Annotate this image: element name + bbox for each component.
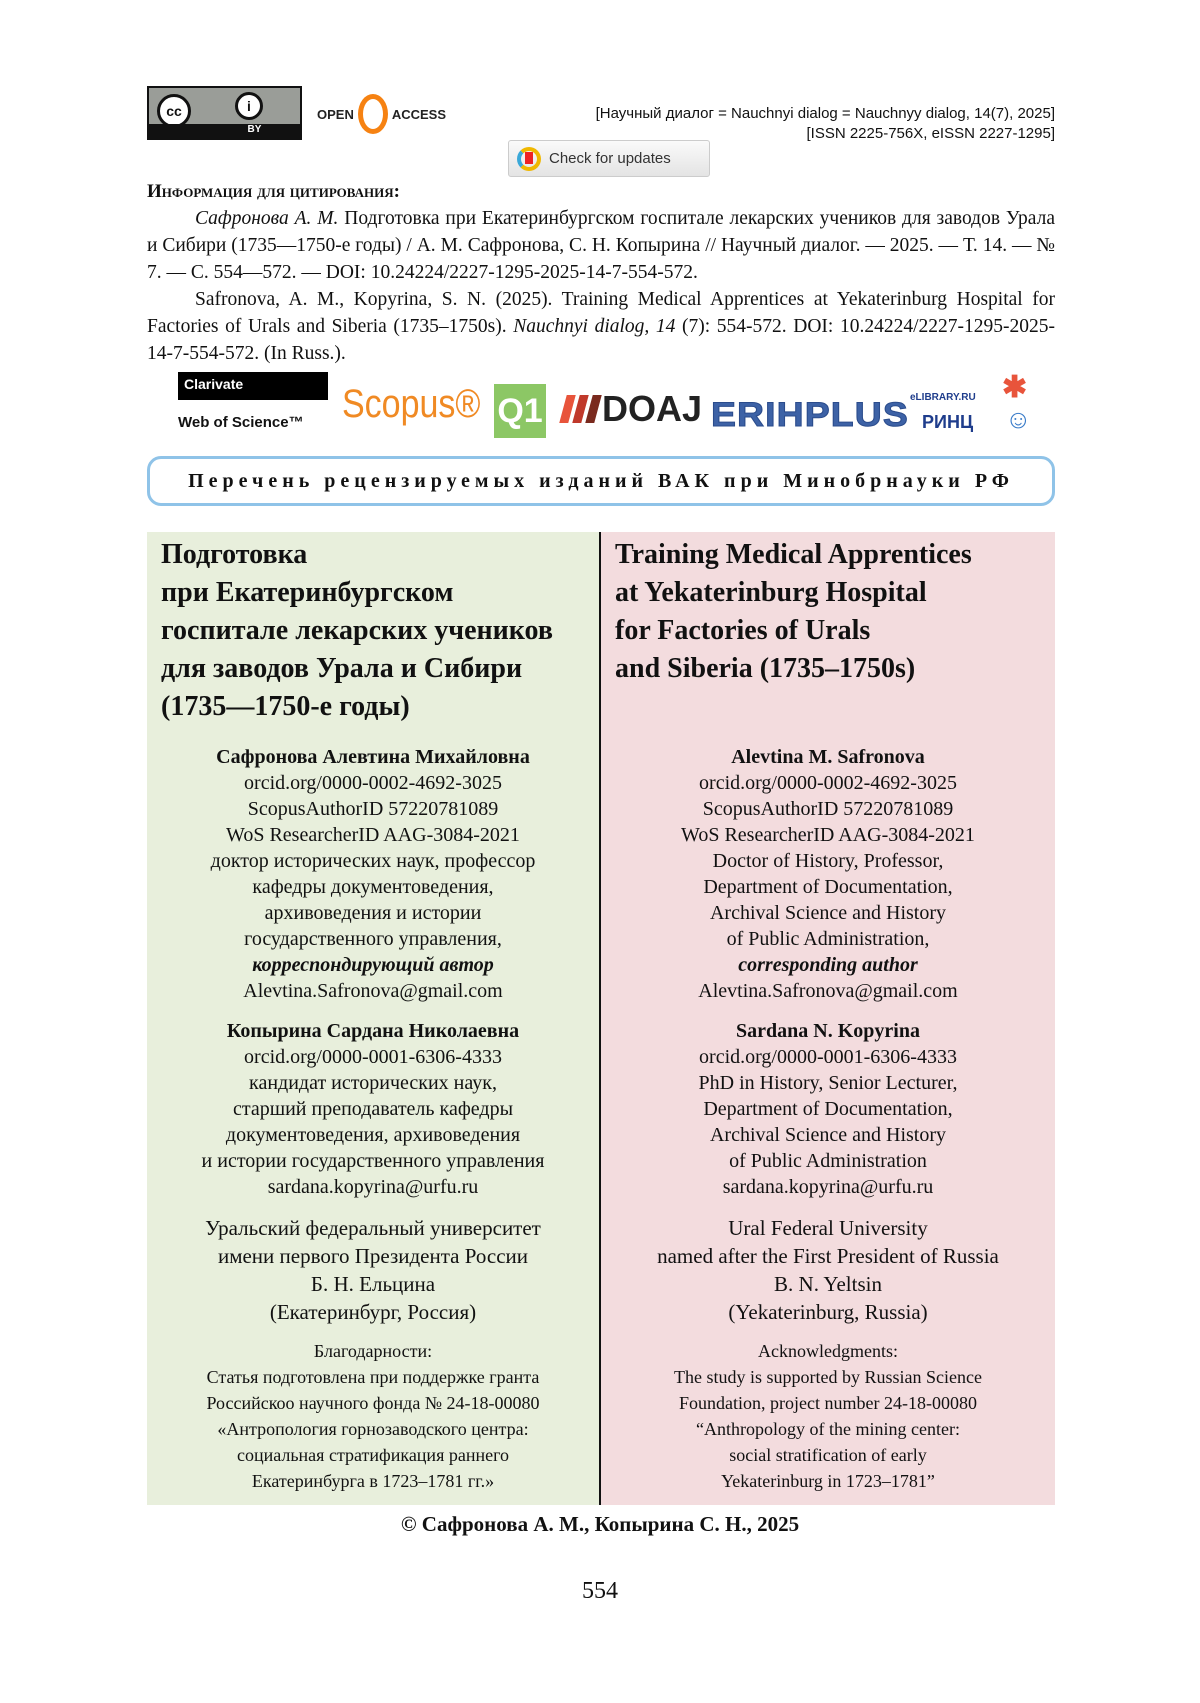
author-line: ScopusAuthorID 57220781089: [702, 798, 954, 820]
author-line: Archival Science and History: [709, 1124, 947, 1146]
web-of-science-logo[interactable]: [178, 372, 328, 431]
english-column: [601, 532, 1055, 1505]
russian-column: [147, 532, 601, 1505]
elibrary-label: eLIBRARY.RU: [910, 392, 976, 403]
citation-ru: [147, 205, 1055, 286]
ack-line: Российскоо научного фонда № 24-18-00080: [206, 1393, 540, 1413]
cc-icon: cc: [157, 94, 191, 128]
elibrary-rinc-logo[interactable]: [910, 372, 1030, 440]
author-line: документоведения, архивоведения: [225, 1124, 521, 1146]
author-line: кандидат исторических наук,: [249, 1072, 497, 1094]
citation-ru-author: Сафронова А. М.: [195, 208, 339, 229]
author-line: и истории государственного управления: [201, 1150, 545, 1172]
page-number: 554: [582, 1578, 618, 1604]
journal-info: [596, 104, 1055, 144]
author-name: Сафронова Алевтина Михайловна: [216, 746, 530, 768]
affiliation-en: [615, 1214, 1041, 1326]
author-line: государственного управления,: [244, 928, 502, 950]
citation-en: [147, 286, 1055, 367]
rinc-label: РИНЦ: [922, 412, 974, 432]
erihplus-logo[interactable]: ERIHPLUS: [711, 396, 909, 434]
open-lock-icon: [358, 94, 388, 134]
author-line: старший преподаватель кафедры: [232, 1098, 514, 1120]
author-line: архивоведения и истории: [264, 902, 482, 924]
author-line: Doctor of History, Professor,: [712, 850, 944, 872]
ack-line: The study is supported by Russian Science: [674, 1367, 982, 1387]
ack-line: Благодарности:: [313, 1341, 433, 1361]
check-updates-label: Check for updates: [549, 150, 671, 167]
ack-line: Acknowledgments:: [758, 1341, 898, 1361]
ack-line: Екатеринбурга в 1723–1781 гг.»: [251, 1471, 495, 1491]
clarivate-label: Clarivate: [178, 372, 328, 400]
title-line: госпитале лекарских учеников: [161, 615, 553, 646]
doaj-logo[interactable]: [563, 388, 702, 430]
ack-line: “Anthropology of the mining center:: [696, 1419, 960, 1439]
scopus-logo[interactable]: Scopus®: [342, 382, 481, 426]
indexing-logos: [170, 372, 1030, 440]
access-label: ACCESS: [391, 106, 447, 122]
orcid-link[interactable]: orcid.org/0000-0001-6306-4333: [699, 1046, 957, 1068]
affiliation-line: Уральский федеральный университет: [205, 1216, 541, 1240]
affiliation-line: Ural Federal University: [728, 1216, 928, 1240]
journal-line: [Научный диалог = Nauchnyi dialog = Nauchnyy dialog, 14(7), 2025]: [595, 105, 1055, 122]
author-1-ru: [161, 744, 585, 1004]
copyright: © Сафронова А. М., Копырина С. Н., 2025: [400, 1512, 800, 1536]
email-link[interactable]: Alevtina.Safronova@gmail.com: [243, 980, 503, 1002]
open-label: OPEN: [317, 106, 354, 122]
email-link[interactable]: sardana.kopyrina@urfu.ru: [722, 1176, 934, 1198]
affiliation-ru: [161, 1214, 585, 1326]
citation-en-journal: Nauchnyi dialog, 14: [513, 316, 676, 337]
affiliation-line: имени первого Президента России: [217, 1244, 529, 1268]
author-1-en: [615, 744, 1041, 1004]
asterisk-icon: ✱: [1002, 371, 1028, 404]
author-name: Alevtina M. Safronova: [731, 746, 925, 768]
author-role: corresponding author: [738, 954, 918, 976]
check-for-updates-button[interactable]: [508, 140, 710, 177]
affiliation-line: (Екатеринбург, Россия): [269, 1300, 477, 1324]
email-link[interactable]: Alevtina.Safronova@gmail.com: [698, 980, 958, 1002]
person-icon: ☺: [1005, 404, 1032, 434]
author-line: WoS ResearcherID AAG-3084-2021: [681, 824, 975, 846]
attribution-icon: i: [235, 92, 263, 120]
q1-badge: Q1: [494, 384, 546, 438]
author-name: Sardana N. Kopyrina: [736, 1020, 920, 1042]
author-line: кафедры документоведения,: [252, 876, 494, 898]
ack-line: Yekaterinburg in 1723–1781”: [721, 1471, 935, 1491]
doaj-label: DOAJ: [602, 388, 703, 429]
orcid-link[interactable]: orcid.org/0000-0002-4692-3025: [699, 772, 957, 794]
open-access-logo: [317, 86, 446, 142]
author-line: Department of Documentation,: [703, 1098, 953, 1120]
author-line: Department of Documentation,: [703, 876, 953, 898]
acknowledgments-ru: [161, 1338, 585, 1494]
acknowledgments-en: [615, 1338, 1041, 1494]
author-line: of Public Administration,: [726, 928, 930, 950]
title-ru: [161, 536, 585, 736]
article-header-columns: [147, 532, 1055, 1505]
title-line: при Екатеринбургском: [161, 577, 454, 608]
affiliation-line: (Yekaterinburg, Russia): [728, 1300, 928, 1324]
author-name: Копырина Сардана Николаевна: [226, 1020, 520, 1042]
author-role: корреспондирующий автор: [252, 954, 494, 976]
author-line: Archival Science and History: [709, 902, 947, 924]
ack-line: «Антропология горнозаводского центра:: [217, 1419, 529, 1439]
author-line: ScopusAuthorID 57220781089: [247, 798, 499, 820]
citation-block: [147, 178, 1055, 367]
author-line: PhD in History, Senior Lecturer,: [698, 1072, 958, 1094]
citation-en-text: Safronova, A. M., Kopyrina, S. N. (2025). Training Medical Apprentices at Yekaterinburg Hospital for Factories of Urals and Siberia (1735–1750s).: [147, 289, 1055, 337]
affiliation-line: Б. Н. Ельцина: [310, 1272, 436, 1296]
cc-by-license-badge[interactable]: [147, 86, 302, 140]
affiliation-line: B. N. Yeltsin: [774, 1272, 882, 1296]
title-line: для заводов Урала и Сибири: [161, 653, 523, 684]
orcid-link[interactable]: orcid.org/0000-0002-4692-3025: [244, 772, 502, 794]
author-line: of Public Administration: [729, 1150, 927, 1172]
title-en: [615, 536, 1041, 736]
author-line: доктор исторических наук, профессор: [210, 850, 536, 872]
author-2-ru: [161, 1018, 585, 1200]
ack-line: Foundation, project number 24-18-00080: [679, 1393, 977, 1413]
wos-label: Web of Science™: [178, 414, 304, 431]
citation-heading: Информация для цитирования:: [147, 181, 400, 202]
citation-ru-text: Подготовка при Екатеринбургском госпитале лекарских учеников для заводов Урала и Сибири (1735—1750-е годы) / А. М. Сафронова, С. Н. Копырина // Научный диалог. — 2025. — Т. 14. — № 7. — С. 554—572. — DOI: 10.24224/2227-1295-2025-14-7-554-572.: [147, 208, 1055, 283]
ack-line: social stratification of early: [729, 1445, 927, 1465]
ack-line: социальная стратификация раннего: [236, 1445, 510, 1465]
crossmark-icon: [517, 147, 541, 171]
license-label: BY: [149, 124, 300, 138]
author-2-en: [615, 1018, 1041, 1200]
author-line: WoS ResearcherID AAG-3084-2021: [226, 824, 520, 846]
title-line: for Factories of Urals: [615, 615, 871, 646]
orcid-link[interactable]: orcid.org/0000-0001-6306-4333: [244, 1046, 502, 1068]
title-line: Training Medical Apprentices: [615, 539, 972, 570]
issn-line: [ISSN 2225-756X, eISSN 2227-1295]: [806, 125, 1055, 142]
vak-banner: Перечень рецензируемых изданий ВАК при Минобрнауки РФ: [147, 456, 1055, 506]
citation-en-doi: (7): 554-572. DOI: 10.24224/2227-1295-2025-14-7-554-572. (In Russ.).: [147, 316, 1055, 364]
ack-line: Статья подготовлена при поддержке гранта: [206, 1367, 540, 1387]
title-line: Подготовка: [161, 539, 308, 570]
title-line: (1735—1750-е годы): [161, 691, 410, 722]
title-line: at Yekaterinburg Hospital: [615, 577, 927, 608]
email-link[interactable]: sardana.kopyrina@urfu.ru: [267, 1176, 479, 1198]
affiliation-line: named after the First President of Russia: [657, 1244, 999, 1268]
title-line: and Siberia (1735–1750s): [615, 653, 916, 684]
